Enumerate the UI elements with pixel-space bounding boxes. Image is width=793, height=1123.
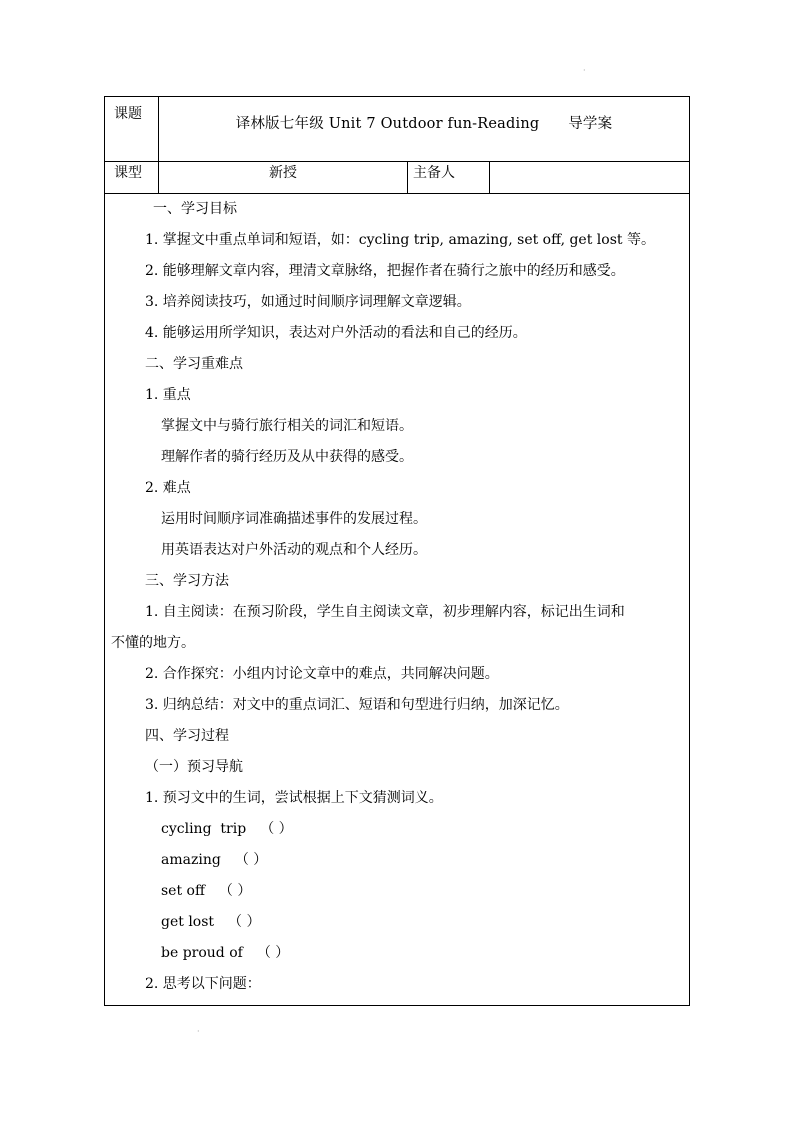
difficult-point-item: 运用时间顺序词准确描述事件的发展过程。: [161, 511, 427, 527]
section-heading-process: 四、学习过程: [145, 728, 229, 744]
subsection-heading-preview: （一）预习导航: [145, 759, 243, 775]
lead-preparer-label: 主备人: [408, 162, 490, 194]
vocab-blank[interactable]: （ ）: [228, 914, 261, 930]
objective-item: 2. 能够理解文章内容，理清文章脉络，把握作者在骑行之旅中的经历和感受。: [145, 263, 625, 279]
section-heading-key-points: 二、学习重难点: [145, 356, 243, 372]
difficult-point-item: 用英语表达对户外活动的观点和个人经历。: [161, 542, 427, 558]
content-cell: [105, 194, 690, 1006]
page-corner-mark: ·: [583, 66, 586, 75]
method-item-first-line: 1. 自主阅读：在预习阶段，学生自主阅读文章，初步理解内容，标记出生词和: [145, 604, 625, 620]
vocab-word: be proud of: [161, 945, 243, 961]
vocab-blank[interactable]: （ ）: [218, 883, 252, 899]
vocab-item: [105, 938, 689, 969]
lesson-plan-table: [104, 96, 690, 1006]
method-item: 3. 归纳总结：对文中的重点词汇、短语和句型进行归纳，加深记忆。: [145, 697, 569, 713]
objective-item: 4. 能够运用所学知识，表达对户外活动的看法和自己的经历。: [145, 325, 527, 341]
title-row: [105, 97, 690, 162]
vocab-item: [105, 845, 689, 876]
content-row: [105, 194, 690, 1006]
vocab-word: get lost: [161, 914, 215, 930]
key-points-label: 1. 重点: [145, 387, 191, 403]
objective-item: 3. 培养阅读技巧，如通过时间顺序词理解文章逻辑。: [145, 294, 471, 310]
vocab-blank[interactable]: （ ）: [256, 945, 290, 961]
type-value: 新授: [159, 162, 408, 194]
vocab-word: amazing: [161, 852, 221, 868]
preview-question: 2. 思考以下问题：: [145, 976, 261, 992]
difficult-points-label: 2. 难点: [145, 480, 191, 496]
method-item-continued: 不懂的地方。: [111, 635, 195, 651]
lesson-title: 译林版七年级 Unit 7 Outdoor fun-Reading 导学案: [235, 116, 613, 132]
section-heading-methods: 三、学习方法: [145, 573, 229, 589]
vocab-word: set off: [161, 883, 205, 899]
vocab-item: [105, 876, 689, 907]
objective-item: 1. 掌握文中重点单词和短语，如：cycling trip, amazing, set off, get lost 等。: [145, 232, 655, 248]
section-heading-objectives: 一、学习目标: [153, 201, 237, 217]
lead-preparer-value: [490, 162, 690, 194]
topic-label: 课题: [105, 97, 159, 162]
type-label: 课型: [105, 162, 159, 194]
vocab-blank[interactable]: （ ）: [234, 852, 268, 868]
key-point-item: 理解作者的骑行经历及从中获得的感受。: [161, 449, 413, 465]
vocab-item: [105, 814, 689, 845]
key-point-item: 掌握文中与骑行旅行相关的词汇和短语。: [161, 418, 413, 434]
topic-cell: [159, 97, 690, 162]
method-item: 2. 合作探究：小组内讨论文章中的难点，共同解决问题。: [145, 666, 499, 682]
vocab-word: cycling trip: [161, 821, 247, 837]
preview-question: 1. 预习文中的生词，尝试根据上下文猜测词义。: [145, 790, 443, 806]
vocab-blank[interactable]: （ ）: [260, 821, 293, 837]
vocab-item: [105, 907, 689, 938]
page-footer-mark: ·: [197, 1027, 200, 1036]
type-row: [105, 162, 690, 194]
